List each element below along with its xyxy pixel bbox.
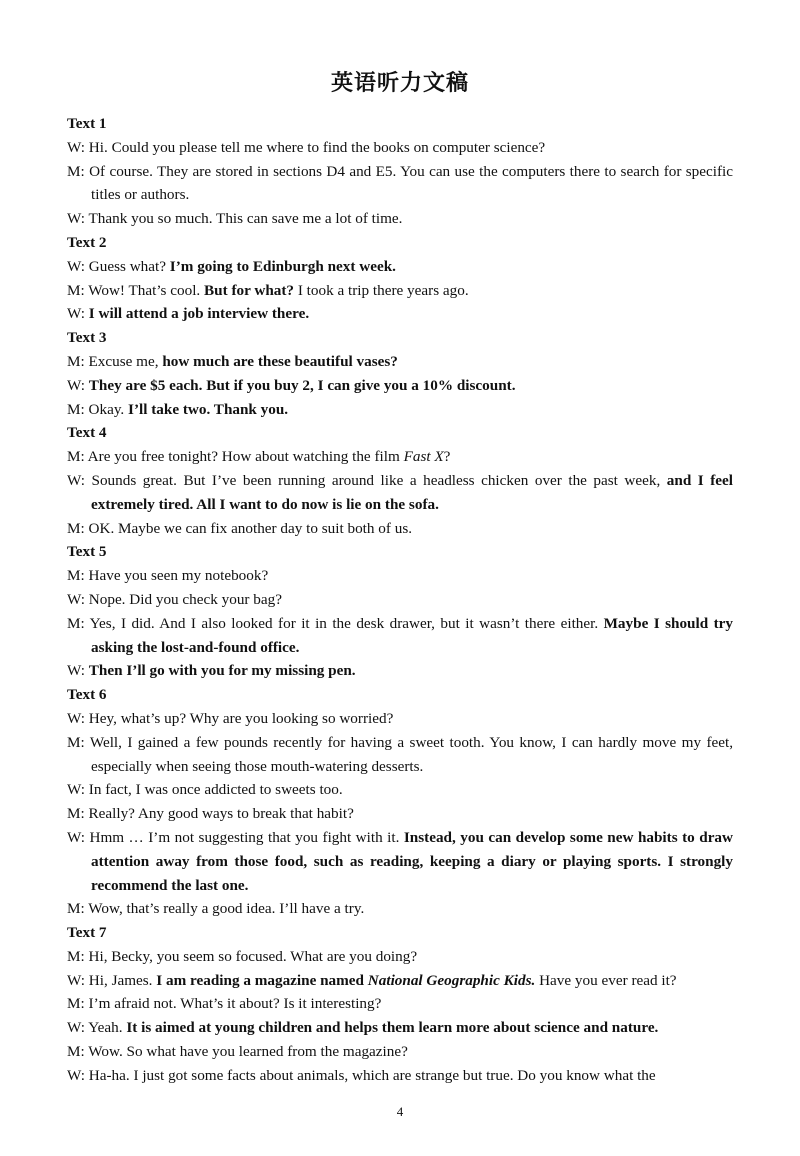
dialogue-line — [67, 992, 733, 1016]
dialogue-text: M: Yes, I did. And I also looked for it in the desk drawer, but it wasn’t there either. — [67, 614, 604, 632]
dialogue-line — [67, 136, 733, 160]
dialogue-line — [67, 398, 733, 422]
dialogue-text: W: Thank you so much. This can save me a lot of time. — [67, 210, 403, 228]
dialogue-line — [67, 1064, 733, 1088]
dialogue-line — [67, 1016, 733, 1040]
dialogue-text: W: — [67, 305, 89, 323]
dialogue-text: M: Okay. — [67, 400, 129, 418]
dialogue-line — [67, 255, 733, 279]
page-number: 4 — [396, 1104, 404, 1119]
section-heading: Text 7 — [67, 924, 107, 942]
section-heading: Text 5 — [67, 543, 107, 561]
dialogue-text: I’m going to Edinburgh next week. — [169, 257, 396, 275]
dialogue-text: W: — [67, 662, 89, 680]
dialogue-text: Then I’ll go with you for my missing pen. — [88, 662, 356, 680]
transcript-body — [67, 112, 733, 1088]
dialogue-line — [67, 707, 733, 731]
dialogue-text: M: OK. Maybe we can fix another day to suit both of us. — [67, 519, 413, 537]
section-heading: Text 2 — [67, 233, 107, 251]
dialogue-text: Fast X — [403, 448, 444, 466]
dialogue-text: M: Wow, that’s really a good idea. I’ll have a try. — [67, 900, 365, 918]
dialogue-text: how much are these beautiful vases? — [162, 352, 398, 370]
dialogue-text: M: Wow. So what have you learned from the magazine? — [67, 1043, 408, 1061]
dialogue-text: M: Have you seen my notebook? — [67, 567, 269, 585]
dialogue-text: I took a trip there years ago. — [294, 281, 469, 299]
dialogue-text: W: Hmm … I’m not suggesting that you fight with it. — [67, 828, 404, 846]
dialogue-text: Instead, you can develop some new habits to draw attention away from those food, such as reading, keeping a diary or playing sports. I strongly recommend the last one. — [91, 828, 733, 894]
dialogue-text: ? — [443, 448, 451, 466]
dialogue-text: W: Nope. Did you check your bag? — [67, 590, 282, 608]
dialogue-text: I’ll take two. Thank you. — [128, 400, 289, 418]
dialogue-text: W: Yeah. — [67, 1019, 127, 1037]
dialogue-line — [67, 302, 733, 326]
dialogue-text: M: Are you free tonight? How about watching the film — [67, 448, 404, 466]
dialogue-line — [67, 517, 733, 541]
dialogue-line — [67, 945, 733, 969]
dialogue-text: and I feel extremely tired. All I want to do now is lie on the sofa. — [91, 471, 734, 513]
dialogue-text: I am reading a magazine named — [156, 971, 368, 989]
dialogue-line — [67, 279, 733, 303]
dialogue-text: W: Guess what? — [67, 257, 170, 275]
dialogue-line — [67, 826, 733, 897]
dialogue-text: W: In fact, I was once addicted to sweets too. — [67, 781, 343, 799]
dialogue-text: W: Hi. Could you please tell me where to find the books on computer science? — [67, 138, 546, 156]
dialogue-text: I will attend a job interview there. — [88, 305, 310, 323]
section-heading: Text 6 — [67, 686, 107, 704]
dialogue-text: M: Really? Any good ways to break that habit? — [67, 805, 354, 823]
dialogue-text: W: Hey, what’s up? Why are you looking so worried? — [67, 709, 394, 727]
dialogue-line — [67, 350, 733, 374]
dialogue-line — [67, 778, 733, 802]
dialogue-line — [67, 564, 733, 588]
dialogue-line — [67, 588, 733, 612]
dialogue-text: It is aimed at young children and helps them learn more about science and nature. — [126, 1019, 659, 1037]
dialogue-line — [67, 374, 733, 398]
dialogue-line — [67, 802, 733, 826]
dialogue-line — [67, 969, 733, 993]
dialogue-text: W: Hi, James. — [67, 971, 157, 989]
dialogue-text: Maybe I should try asking the lost-and-found office. — [91, 614, 734, 656]
dialogue-text: They are $5 each. But if you buy 2, I can give you a 10% discount. — [88, 376, 516, 394]
dialogue-text: W: Ha-ha. I just got some facts about animals, which are strange but true. Do you know what the — [67, 1066, 656, 1084]
section-heading: Text 3 — [67, 329, 107, 347]
dialogue-text: National Geographic Kids. — [367, 971, 536, 989]
dialogue-text: M: Of course. They are stored in sections D4 and E5. You can use the computers there to search for specific titles or authors. — [67, 162, 733, 204]
dialogue-text: W: Sounds great. But I’ve been running around like a headless chicken over the past week, — [67, 471, 667, 489]
dialogue-text: Have you ever read it? — [535, 971, 677, 989]
dialogue-line — [67, 897, 733, 921]
section-heading: Text 1 — [67, 115, 107, 132]
document-title: 英语听力文稿 — [330, 71, 469, 96]
dialogue-text: M: Wow! That’s cool. — [67, 281, 205, 299]
dialogue-line — [67, 659, 733, 683]
dialogue-line — [67, 160, 733, 208]
dialogue-text: But for what? — [204, 281, 295, 299]
dialogue-text: M: I’m afraid not. What’s it about? Is it interesting? — [67, 995, 382, 1013]
dialogue-text: M: Hi, Becky, you seem so focused. What are you doing? — [67, 947, 418, 965]
dialogue-line — [67, 731, 733, 779]
section-heading: Text 4 — [67, 424, 107, 442]
dialogue-text: M: Excuse me, — [67, 352, 163, 370]
dialogue-line — [67, 469, 733, 517]
dialogue-line — [67, 207, 733, 231]
dialogue-text: W: — [67, 376, 89, 394]
dialogue-line — [67, 445, 733, 469]
dialogue-line — [67, 612, 733, 660]
dialogue-line — [67, 1040, 733, 1064]
dialogue-text: M: Well, I gained a few pounds recently for having a sweet tooth. You know, I can hardly move my feet, especially when seeing those mouth-watering desserts. — [67, 733, 733, 775]
